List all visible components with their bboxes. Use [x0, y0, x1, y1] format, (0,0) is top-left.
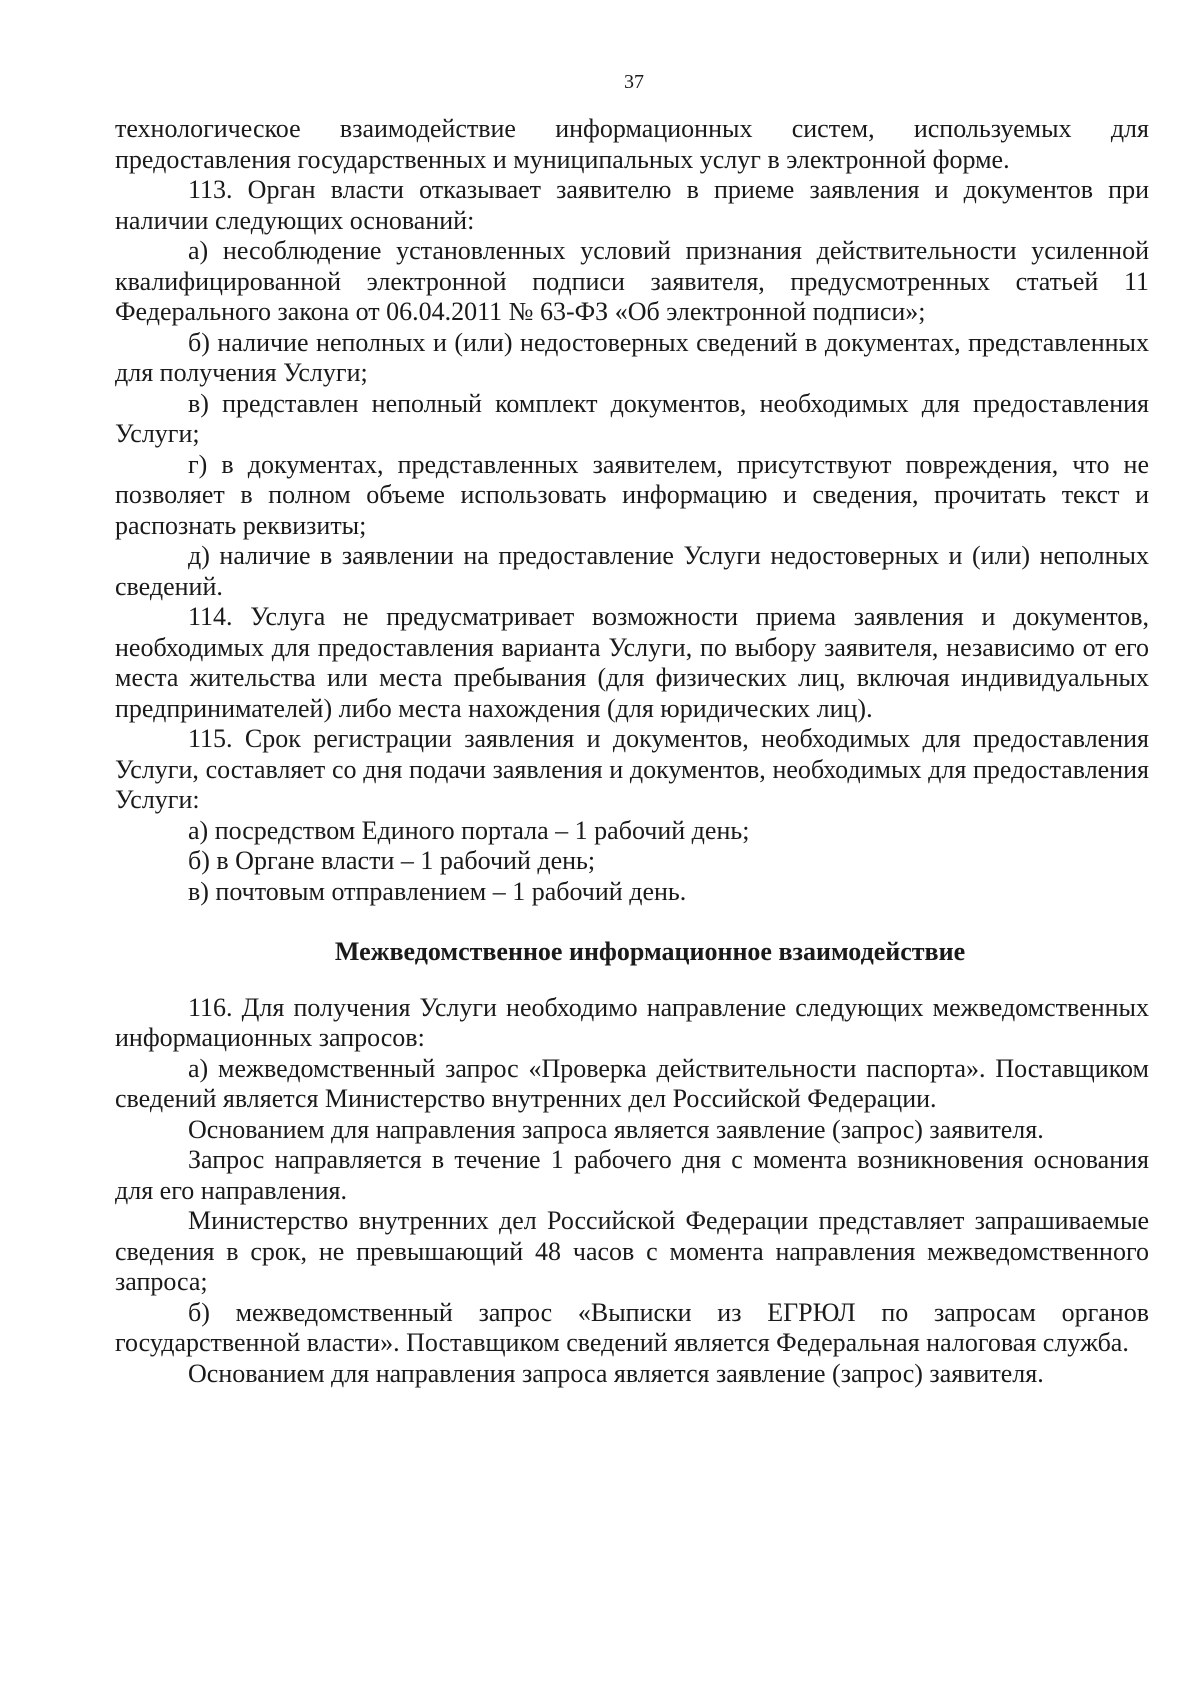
paragraph-request-timing: Запрос направляется в течение 1 рабочего дня с момента возникновения основания для его направления.: [115, 1145, 1149, 1205]
paragraph-115: 115. Срок регистрации заявления и документов, необходимых для предоставления Услуги, составляет со дня подачи заявления и документов, необходимых для предоставления Услуги:: [115, 724, 1149, 814]
paragraph-basis-1: Основанием для направления запроса является заявление (запрос) заявителя.: [188, 1114, 1044, 1144]
paragraph-continuation: технологическое взаимодействие информационных систем, используемых для предоставления государственных и муниципальных услуг в электронной форме.: [115, 114, 1149, 174]
list-item-113-v: в) представлен неполный комплект документов, необходимых для предоставления Услуги;: [115, 388, 1149, 448]
list-item-115-b: б) в Органе власти – 1 рабочий день;: [188, 846, 596, 875]
list-item-113-d: д) наличие в заявлении на предоставление Услуги недостоверных и (или) неполных сведений.: [115, 541, 1149, 601]
list-item-113-b: б) наличие неполных и (или) недостоверных сведений в документах, представленных для получения Услуги;: [115, 327, 1149, 387]
list-item-113-g: г) в документах, представленных заявителем, присутствуют повреждения, что не позволяет в полном объеме использовать информацию и сведения, прочитать текст и распознать реквизиты;: [115, 449, 1149, 540]
list-item-113-a: а) несоблюдение установленных условий признания действительности усиленной квалифицированной электронной подписи заявителя, предусмотренных статьей 11 Федерального закона от 06.04.2011 № 63-ФЗ «Об электронной подписи»;: [115, 236, 1149, 326]
list-item-116-b: б) межведомственный запрос «Выписки из ЕГРЮЛ по запросам органов государственной власти». Поставщиком сведений является Федеральная налоговая служба.: [115, 1297, 1149, 1357]
list-item-116-a: а) межведомственный запрос «Проверка действительности паспорта». Поставщиком сведений является Министерство внутренних дел Российской Федерации.: [115, 1053, 1149, 1113]
page-number: 37: [624, 71, 644, 93]
list-item-115-a: а) посредством Единого портала – 1 рабочий день;: [188, 815, 750, 845]
paragraph-mvd-response: Министерство внутренних дел Российской Федерации представляет запрашиваемые сведения в срок, не превышающий 48 часов с момента направления межведомственного запроса;: [115, 1206, 1149, 1296]
paragraph-basis-2: Основанием для направления запроса является заявление (запрос) заявителя.: [188, 1358, 1044, 1388]
paragraph-114: 114. Услуга не предусматривает возможности приема заявления и документов, необходимых для предоставления варианта Услуги, по выбору заявителя, независимо от его места жительства или места пребывания (для физических лиц, включая индивидуальных предпринимателей) либо места нахождения (для юридических лиц).: [115, 602, 1149, 723]
document-body: [115, 114, 1149, 1389]
paragraph-116: 116. Для получения Услуги необходимо направление следующих межведомственных информационных запросов:: [115, 992, 1149, 1052]
section-title: Межведомственное информационное взаимодействие: [334, 937, 966, 966]
list-item-115-v: в) почтовым отправлением – 1 рабочий день.: [188, 876, 687, 906]
paragraph-113: 113. Орган власти отказывает заявителю в приеме заявления и документов при наличии следующих оснований:: [115, 175, 1149, 235]
